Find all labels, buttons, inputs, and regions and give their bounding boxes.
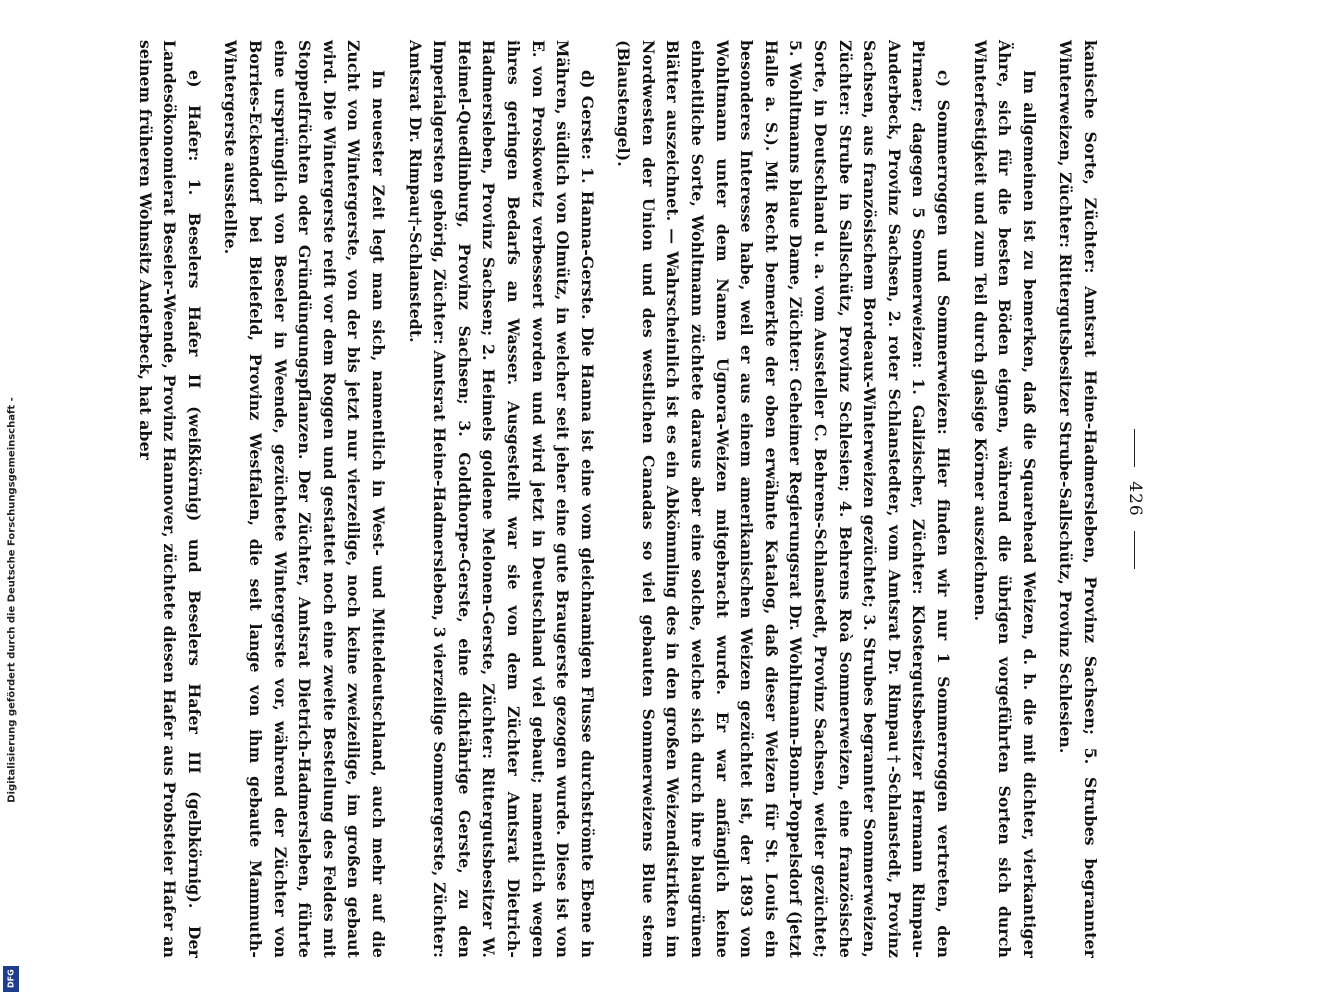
page-number-rule-left (1134, 429, 1135, 467)
dfg-logo: DFG (3, 966, 19, 992)
paragraph-3: c) Sommerroggen und Sommerweizen: Hier finden wir nur 1 Sommerroggen vertreten, den Pirnaer; dagegen 5 Sommerweizen: 1. Galizischer, Züchter: Klostergutsbesitzer Hermann Rimpau-Anderbeck, Provinz Sachsen, 2. roter Schlanstedter, vom Amtsrat Dr. Rimpau†-Schlanstedt, Provinz Sachsen, aus französischem Bordeaux-Winterweizen gezüchtet; 3. Strubes begrannter Sommerweizen, Züchter: Strube in Sallschütz, Provinz Schlesien; 4. Behrens Roà Sommerweizen, eine französische Sorte, in Deutschland u. a. vom Aussteller C. Behrens-Schlanstedt, Provinz Sachsen, weiter gezüchtet; 5. Wohltmanns blaue Dame, Züchter: Geheimer Regierungsrat Dr. Wohltmann-Bonn-Poppelsdorf (jetzt Halle a. S.). Mit Recht bemerkte der oben erwähnte Katalog, daß dieser Weizen für St. Louis ein besonderes Interesse habe, weil er aus einem amerikanischen Weizen gezüchtet ist, der 1893 von Wohltmann unter dem Namen Ugnora-Weizen mitgebracht wurde. Er war anfänglich keine einheitliche Sorte, Wohltmann züchtete daraus aber eine solche, welche sich durch ihre blaugrünen Blätter auszeichnet. — Wahrscheinlich ist es ein Abkömmling des in den großen Weizendistrikten im Nordwesten der Union und des westlichen Canadas so viel gebauten Sommerweizens Blue stem (Blaustengel). (614, 40, 954, 958)
page-number-text: 426 (1125, 481, 1145, 517)
paragraph-6: e) Hafer: 1. Beselers Hafer II (weißkörnig) und Beselers Hafer III (gelbkörnig). Der Landesökonomierat Beseler-Weende, Provinz Hannover, züchtete diesen Hafer aus Probsteier Hafer an seinem früheren Wohnsitz Anderbeck, hat aber (135, 40, 204, 958)
page-number (1124, 40, 1146, 958)
credit-text: Digitalisierung gefördert durch die Deutsche Forschungsgemeinschaft - (6, 397, 18, 803)
paragraph-2: Im allgemeinen ist zu bemerken, daß die Squarehead Weizen, d. h. die mit dichter, vierkantiger Ähre, sich für die besten Böden eignen, während die übrigen vorgeführten Sorten sich durch Winterfestigkeit und zum Teil durch glasige Körner auszeichnen. (970, 40, 1039, 958)
paragraph-5: In neuester Zeit legt man sich, namentlich in West- und Mitteldeutschland, auch mehr auf die Zucht von Wintergerste, von der bis jetzt nur vierzeilige, noch keine zweizeilige, im großen gebaut wird. Die Wintergerste reift vor dem Roggen und gestattet noch eine zweite Bestellung des Feldes mit Stoppelfrüchten oder Gründüngungspflanzen. Der Züchter, Amtsrat Dietrich-Hadmersleben, führte eine ursprünglich von Beseler in Weende, gezüchtete Wintergerste vor, während der Züchter von Borries-Eckendorf bei Bielefeld, Provinz Westfalen, die seit lange von ihm gebaute Mammuth-Wintergerste ausstellte. (221, 40, 388, 958)
digitization-credit (0, 0, 24, 1000)
document-page (135, 40, 1146, 958)
rotated-page (135, 20, 1162, 980)
paragraph-1: kanische Sorte, Züchter: Amtsrat Heine-Hadmersleben, Provinz Sachsen; 5. Strubes begrannter Winterweizen, Züchter: Rittergutsbesitzer Strube-Sallschütz, Provinz Schlesien. (1056, 40, 1100, 958)
page-number-rule-right (1134, 531, 1135, 569)
paragraph-4: d) Gerste: 1. Hanna-Gerste. Die Hanna ist eine vom gleichnamigen Flusse durchströmte Ebene in Mähren, südlich von Olmütz, in welcher seit jeher eine gute Braugerste gezogen wurde. Diese ist von E. von Proskowetz verbessert worden und wird jetzt in Deutschland viel gebaut; namentlich wegen ihres geringen Bedarfs an Wasser. Ausgestellt war sie von dem Züchter Amtsrat Dietrich-Hadmersleben, Provinz Sachsen; 2. Heimels goldene Melonen-Gerste, Züchter: Rittergutsbesitzer W. Heimel-Quedlinburg, Provinz Sachsen; 3. Goldthorpe-Gerste, eine dichtährige Gerste, zu den Imperialgersten gehörig, Züchter: Amtsrat Heine-Hadmersleben, 3 vierzeilige Sommergerste, Züchter: Amtsrat Dr. Rimpau†-Schlanstedt. (405, 40, 597, 958)
